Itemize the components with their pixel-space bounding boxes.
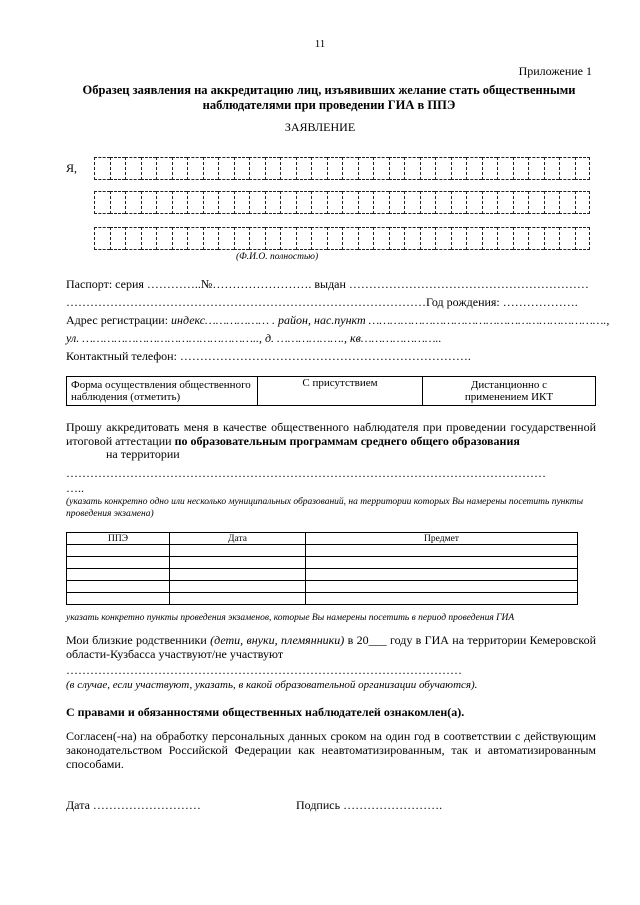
- name-grid-cell[interactable]: [311, 227, 327, 250]
- name-grid-cell[interactable]: [420, 227, 436, 250]
- name-grid-cell[interactable]: [110, 227, 126, 250]
- name-grid-cell[interactable]: [249, 227, 265, 250]
- address-fields: индекс……………… . район, нас.пункт ………………………………………………………….,: [168, 313, 610, 327]
- name-grid-cell[interactable]: [373, 191, 389, 214]
- name-grid-cell[interactable]: [218, 157, 234, 180]
- table-cell[interactable]: [67, 545, 170, 557]
- name-grid-cell[interactable]: [187, 227, 203, 250]
- address-line-2: ул. ………………………………………….., д. ………………., кв…………………..: [66, 331, 442, 345]
- name-grid-cell[interactable]: [265, 227, 281, 250]
- table-cell[interactable]: [67, 581, 170, 593]
- observation-form-table: [66, 376, 596, 406]
- name-caption: (Ф.И.О. полностью): [236, 252, 319, 262]
- name-grid-cell[interactable]: [528, 191, 544, 214]
- name-grid-cell[interactable]: [172, 191, 188, 214]
- ppe-table: [66, 532, 578, 605]
- table-row: [67, 545, 578, 557]
- name-grid-cell[interactable]: [358, 157, 374, 180]
- table-row: [67, 569, 578, 581]
- table-cell[interactable]: [170, 569, 306, 581]
- name-grid-cell[interactable]: [296, 191, 312, 214]
- name-grid-cell[interactable]: [373, 157, 389, 180]
- name-grid-cell[interactable]: [482, 157, 498, 180]
- table-cell[interactable]: [306, 545, 578, 557]
- relatives-note: (в случае, если участвуют, указать, в какой образовательной организации обучаются).: [66, 679, 478, 691]
- name-grid-cell[interactable]: [435, 227, 451, 250]
- name-grid-cell[interactable]: [482, 227, 498, 250]
- name-grid-cell[interactable]: [234, 227, 250, 250]
- name-grid-cell[interactable]: [404, 191, 420, 214]
- consent-paragraph: Согласен(-на) на обработку персональных данных сроком на один год в соответствии с действующим законодательством Российской Федерации как неавтоматизированным, так и автоматизированным способами.: [66, 729, 596, 771]
- name-grid-cell[interactable]: [389, 157, 405, 180]
- relatives-dots[interactable]: ………………………………………………………………………………………: [66, 663, 462, 677]
- table-row: [67, 557, 578, 569]
- address-label: Адрес регистрации:: [66, 313, 169, 327]
- name-grid-cell[interactable]: [513, 191, 529, 214]
- name-grid-cell[interactable]: [544, 191, 560, 214]
- name-grid-cell[interactable]: [234, 157, 250, 180]
- name-grid-cell[interactable]: [172, 157, 188, 180]
- page-number: 11: [314, 38, 326, 50]
- name-grid-cell[interactable]: [544, 227, 560, 250]
- relatives-italic: (дети, внуки, племянники): [210, 633, 345, 647]
- name-grid-cell[interactable]: [513, 157, 529, 180]
- request-text: Прошу аккредитовать меня в качестве общественного наблюдателя при проведении государственной итоговой аттестации: [66, 420, 596, 448]
- ppe-header: ППЭ: [67, 533, 170, 545]
- name-grid-cell[interactable]: [575, 157, 591, 180]
- name-grid-cell[interactable]: [497, 227, 513, 250]
- name-grid-cell[interactable]: [404, 157, 420, 180]
- relatives-text-2: в 20___ году в ГИА на территории Кемеровской области-Кузбасса участвуют/не участвуют: [66, 633, 596, 661]
- name-grid-cell[interactable]: [265, 191, 281, 214]
- name-grid-cell[interactable]: [575, 227, 591, 250]
- appendix-label: Приложение 1: [518, 64, 592, 78]
- name-grid-cell[interactable]: [342, 227, 358, 250]
- table-cell[interactable]: [170, 593, 306, 605]
- name-grid-cell[interactable]: [575, 191, 591, 214]
- rights-statement: С правами и обязанностями общественных наблюдателей ознакомлен(а).: [66, 705, 465, 719]
- name-grid-cell[interactable]: [218, 191, 234, 214]
- name-grid-cell[interactable]: [389, 227, 405, 250]
- name-grid-cell[interactable]: [187, 157, 203, 180]
- name-grid-cell[interactable]: [249, 191, 265, 214]
- relatives-paragraph: [66, 633, 596, 661]
- name-grid-cell[interactable]: [156, 157, 172, 180]
- name-grid-cell[interactable]: [125, 191, 141, 214]
- name-grid-cell[interactable]: [559, 227, 575, 250]
- name-grid-cell[interactable]: [420, 157, 436, 180]
- name-grid-cell[interactable]: [435, 157, 451, 180]
- table-cell[interactable]: [67, 557, 170, 569]
- request-bold: по образовательным программам среднего общего образования: [174, 434, 520, 448]
- name-grid-cell[interactable]: [172, 227, 188, 250]
- table-row: [67, 593, 578, 605]
- table-cell[interactable]: [67, 593, 170, 605]
- name-grid-cell[interactable]: [342, 191, 358, 214]
- name-grid-cell[interactable]: [280, 157, 296, 180]
- name-grid-cell[interactable]: [94, 191, 110, 214]
- name-grid-cell[interactable]: [528, 157, 544, 180]
- name-grid-cell[interactable]: [466, 227, 482, 250]
- name-grid-cell[interactable]: [327, 157, 343, 180]
- name-grid-cell[interactable]: [296, 227, 312, 250]
- name-grid-cell[interactable]: [559, 191, 575, 214]
- option-in-person[interactable]: С присутствием: [258, 377, 423, 406]
- name-grid-cell[interactable]: [451, 227, 467, 250]
- signature-field[interactable]: Подпись …………………….: [296, 798, 443, 812]
- request-paragraph: [66, 420, 596, 448]
- name-grid-cell[interactable]: [156, 227, 172, 250]
- form-heading: ЗАЯВЛЕНИЕ: [284, 120, 356, 134]
- table-cell[interactable]: [67, 569, 170, 581]
- date-header: Дата: [170, 533, 306, 545]
- table-cell[interactable]: [170, 581, 306, 593]
- name-grid-cell[interactable]: [373, 227, 389, 250]
- name-grid-cell[interactable]: [311, 157, 327, 180]
- name-grid-cell[interactable]: [156, 191, 172, 214]
- table-row: [67, 581, 578, 593]
- name-grid-row-1[interactable]: [94, 157, 590, 180]
- name-grid-cell[interactable]: [280, 227, 296, 250]
- name-grid-cell[interactable]: [94, 157, 110, 180]
- name-grid-cell[interactable]: [141, 191, 157, 214]
- name-grid-cell[interactable]: [125, 227, 141, 250]
- name-grid-cell[interactable]: [358, 191, 374, 214]
- name-grid-cell[interactable]: [327, 227, 343, 250]
- name-grid-cell[interactable]: [482, 191, 498, 214]
- name-prefix: Я,: [66, 161, 78, 175]
- name-grid-cell[interactable]: [528, 227, 544, 250]
- table-cell[interactable]: [170, 557, 306, 569]
- table-cell[interactable]: [306, 569, 578, 581]
- name-grid-cell[interactable]: [249, 157, 265, 180]
- name-grid-cell[interactable]: [513, 227, 529, 250]
- territory-note: (указать конкретно одно или несколько муниципальных образований, на территории которых Вы намерены посетить пункты проведения экзамена): [66, 497, 584, 519]
- name-grid-cell[interactable]: [451, 191, 467, 214]
- passport-line-2: ………………………………………………………………………………Год рождения: ……………….: [66, 295, 578, 309]
- passport-line: Паспорт: серия …………..№……………………. выдан ……………………………………………………: [66, 277, 589, 291]
- name-grid-cell[interactable]: [265, 157, 281, 180]
- form-title: Образец заявления на аккредитацию лиц, изъявивших желание стать общественными наблюдателями при проведении ГИА в ППЭ: [82, 83, 576, 112]
- name-grid-cell[interactable]: [110, 157, 126, 180]
- ppe-note: указать конкретно пункты проведения экзаменов, которые Вы намерены посетить в период проведения ГИА: [66, 613, 515, 623]
- name-grid-cell[interactable]: [94, 227, 110, 250]
- name-grid-cell[interactable]: [404, 227, 420, 250]
- name-grid-cell[interactable]: [451, 157, 467, 180]
- name-grid-cell[interactable]: [466, 157, 482, 180]
- name-grid-row-2[interactable]: [94, 191, 590, 214]
- name-grid-cell[interactable]: [218, 227, 234, 250]
- name-grid-cell[interactable]: [110, 191, 126, 214]
- name-grid-cell[interactable]: [497, 191, 513, 214]
- name-grid-cell[interactable]: [141, 227, 157, 250]
- name-grid-cell[interactable]: [389, 191, 405, 214]
- table-cell[interactable]: [306, 593, 578, 605]
- name-grid-cell[interactable]: [311, 191, 327, 214]
- name-grid-cell[interactable]: [358, 227, 374, 250]
- name-grid-cell[interactable]: [296, 157, 312, 180]
- table-cell[interactable]: [306, 557, 578, 569]
- date-field[interactable]: Дата ………………………: [66, 798, 201, 812]
- name-grid-cell[interactable]: [420, 191, 436, 214]
- territory-dots-2: …..: [66, 481, 84, 495]
- name-grid-cell[interactable]: [141, 157, 157, 180]
- name-grid-cell[interactable]: [544, 157, 560, 180]
- name-grid-cell[interactable]: [203, 227, 219, 250]
- name-grid-cell[interactable]: [203, 157, 219, 180]
- name-grid-cell[interactable]: [497, 157, 513, 180]
- table-cell[interactable]: [170, 545, 306, 557]
- table-cell[interactable]: [306, 581, 578, 593]
- name-grid-cell[interactable]: [187, 191, 203, 214]
- subject-header: Предмет: [306, 533, 578, 545]
- territory-dots[interactable]: …………………………………………………………………………………………………………: [66, 466, 546, 480]
- relatives-text: Мои близкие родственники: [66, 633, 211, 647]
- territory-label: на территории: [106, 447, 180, 461]
- name-grid-cell[interactable]: [280, 191, 296, 214]
- address-line: [66, 313, 609, 328]
- name-grid-cell[interactable]: [203, 191, 219, 214]
- name-grid-cell[interactable]: [125, 157, 141, 180]
- name-grid-cell[interactable]: [435, 191, 451, 214]
- name-grid-cell[interactable]: [234, 191, 250, 214]
- name-grid-cell[interactable]: [327, 191, 343, 214]
- name-grid-row-3[interactable]: [94, 227, 590, 250]
- name-grid-cell[interactable]: [342, 157, 358, 180]
- phone-line: Контактный телефон: ……………………………………………………………….: [66, 349, 471, 363]
- form-label-cell: Форма осуществления общественного наблюдения (отметить): [67, 377, 258, 406]
- name-grid-cell[interactable]: [466, 191, 482, 214]
- option-remote[interactable]: Дистанционно с применением ИКТ: [423, 377, 596, 406]
- name-grid-cell[interactable]: [559, 157, 575, 180]
